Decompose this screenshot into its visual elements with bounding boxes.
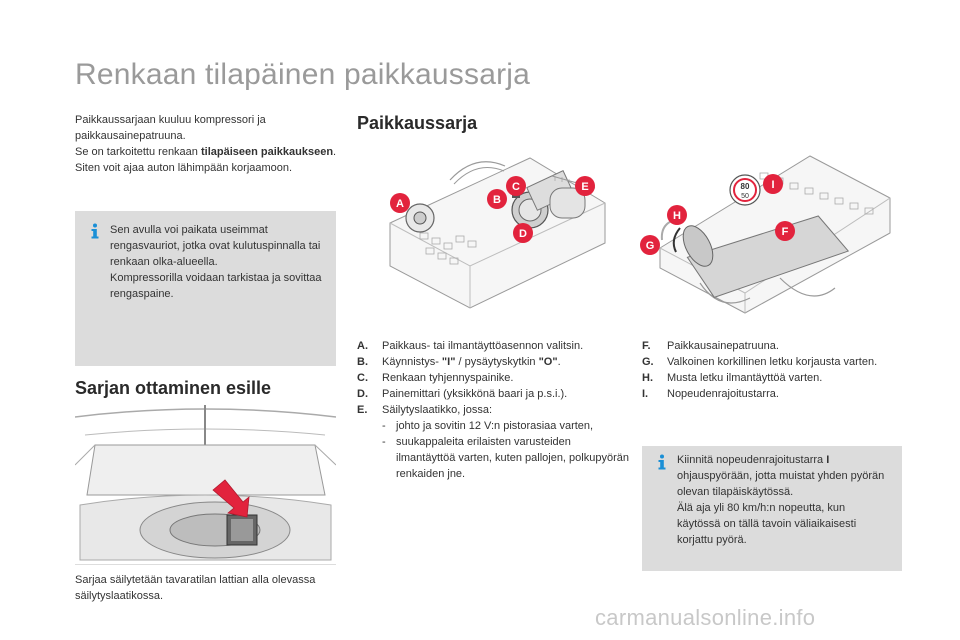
legend-key: E. [357,404,368,416]
info-box-1-p2: Kompressorilla voidaan tarkistaa ja sovittaa rengaspaine. [110,272,322,300]
info-box-repair [75,211,336,366]
legend-text: Musta letku ilmantäyttöä varten. [667,372,823,384]
callout-i: I [771,179,775,191]
info-box-2-p1-post: ohjauspyörään, jotta muistat yhden pyörän olevan tilapäiskäytössä. [677,470,885,498]
legend-key: A. [357,340,368,352]
legend-text: Nopeudenrajoitustarra. [667,388,779,400]
legend-text: Paikkausainepatruuna. [667,340,779,352]
trunk-caption: Sarjaa säilytetään tavaratilan lattian alla olevassa säilytyslaatikossa. [75,574,316,602]
info-icon [89,223,101,239]
sub-dash: - [382,420,386,432]
intro-line-1: Paikkaussarjaan kuuluu kompressori ja paikkausainepatruuna. [75,114,266,142]
watermark: carmanualsonline.info [595,605,816,630]
legend-text: Paikkaus- tai ilmantäyttöasennon valitsin. [382,340,584,352]
sub-text: suukappaleita erilaisten varusteiden ilmantäyttöä varten, kuten pallojen, polkupyörän renkaiden jne. [396,436,629,480]
intro-line-2-bold: tilapäiseen paikkaukseen [200,146,334,158]
callout-b: B [493,194,501,206]
callout-c: C [512,181,520,193]
legend-text: Säilytyslaatikko, jossa: [382,404,493,416]
legend-text: Valkoinen korkillinen letku korjausta varten. [667,356,878,368]
trunk-illustration [75,405,336,565]
section-title-take-out: Sarjan ottaminen esille [75,378,272,398]
section-title-kit: Paikkaussarja [357,113,478,133]
legend-right [642,338,917,402]
legend-item-g [642,354,917,370]
legend-item-b [357,354,632,370]
sub-dash: - [382,436,386,448]
info-icon [656,454,668,470]
legend-key: H. [642,372,653,384]
legend-item-h [642,370,917,386]
callout-a: A [396,198,404,210]
info-box-2-p1 [677,452,890,500]
legend-item-a [357,338,632,354]
page-title: Renkaan tilapäinen paikkaussarja [75,58,531,91]
legend-b-switch-on: "I" [441,356,456,368]
intro-text [75,112,340,176]
legend-item-f [642,338,917,354]
speed-limit-bottom: 50 [741,193,749,200]
legend-key: G. [642,356,654,368]
legend-b-post: . [557,356,561,368]
callout-e: E [581,181,589,193]
intro-line-2 [75,144,340,160]
intro-line-3: Siten voit ajaa auton lähimpään korjaamoon. [75,162,293,174]
intro-line-2-pre: Se on tarkoitettu renkaan [75,146,201,158]
legend-item-i [642,386,917,402]
legend-key: I. [642,388,649,400]
intro-line-2-post: . [333,146,337,158]
legend-left [357,338,632,482]
legend-item-d [357,386,632,402]
legend-key: F. [642,340,651,352]
legend-key: D. [357,388,368,400]
info-box-2-p1-pre: Kiinnitä nopeudenrajoitustarra [677,454,827,466]
legend-b-pre: Käynnistys- [382,356,442,368]
info-box-speed-limit [642,446,902,571]
legend-b-mid: / pysäytyskytkin [455,356,539,368]
legend-sub-item [357,418,632,434]
info-box-2-p1-bold: I [826,454,830,466]
legend-item-c [357,370,632,386]
callout-f: F [781,226,789,238]
callout-d: D [519,228,527,240]
legend-key: B. [357,356,368,368]
kit-cartridge-illustration [640,148,900,318]
callout-h: H [673,210,681,222]
speed-limit-top: 80 [740,182,750,191]
legend-text: Painemittari (yksikkönä baari ja p.s.i.). [382,388,568,400]
legend-b-switch-off: "O" [538,356,558,368]
legend-item-e [357,402,632,418]
legend-text [382,354,561,370]
legend-key: C. [357,372,368,384]
kit-compressor-illustration [380,148,610,318]
legend-sub-item [357,434,632,482]
callout-g: G [645,240,655,252]
legend-text: Renkaan tyhjennyspainike. [382,372,514,384]
info-box-2-p2: Älä aja yli 80 km/h:n nopeutta, kun käytössä on tällä tavoin väliaikaisesti korjattu pyörä. [677,502,857,546]
sub-text: johto ja sovitin 12 V:n pistorasiaa varten, [396,420,594,432]
info-box-1-p1: Sen avulla voi paikata useimmat rengasvauriot, jotka ovat kulutuspinnalla tai renkaan olka-alueella. [110,224,321,268]
